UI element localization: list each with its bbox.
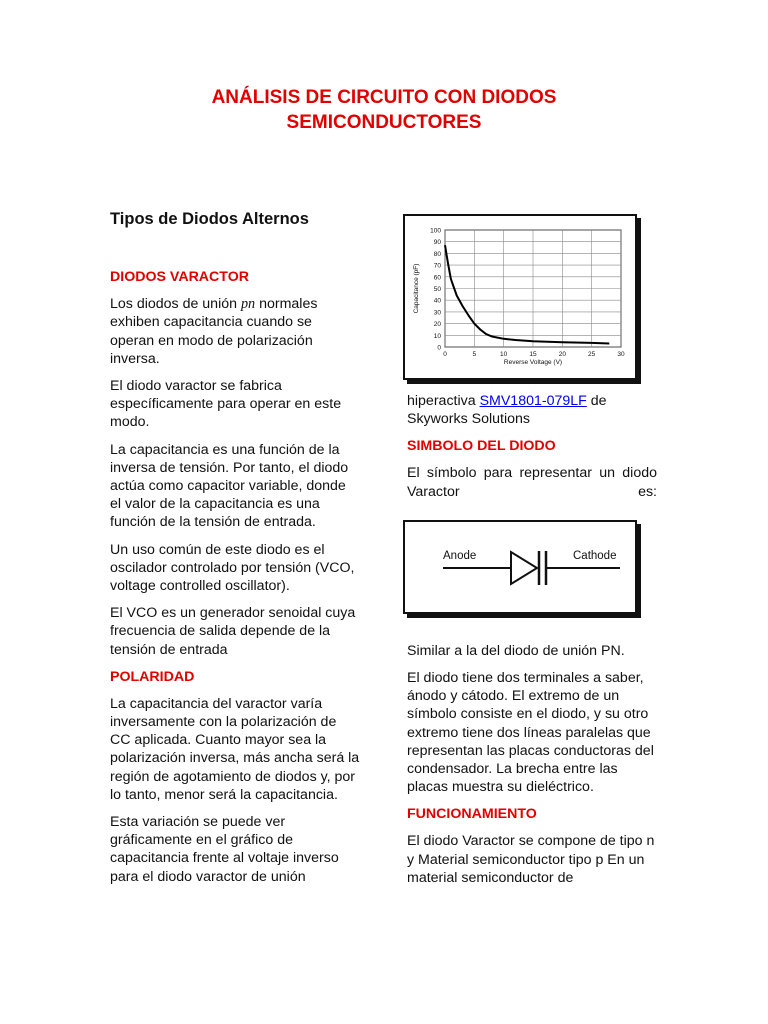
capacitance-chart xyxy=(405,216,635,378)
x-tick-label: 5 xyxy=(472,351,477,358)
paragraph: El diodo varactor se fabrica específicamente para operar en este modo. xyxy=(110,378,342,431)
x-tick-label: 30 xyxy=(617,351,625,358)
y-tick-label: 20 xyxy=(433,321,441,329)
y-tick-label: 30 xyxy=(433,309,441,317)
y-tick-label: 60 xyxy=(433,274,441,282)
x-axis-label: Reverse Voltage (V) xyxy=(503,359,563,366)
paragraph: El diodo tiene dos terminales a saber, ánodo y cátodo. El extremo de un símbolo consiste en el diodo, y su otro extremo tiene dos líneas paralelas que representan las placas conductoras del condensador. La brecha entre las placas muestra su dieléctrico. xyxy=(407,670,654,796)
y-tick-label: 50 xyxy=(433,286,441,293)
paragraph: La capacitancia del varactor varía inversamente con la polarización de CC aplicada. Cuanto mayor sea la polarización inversa, más ancha será la región de agotamiento de diodos y, por lo tanto, menor será la capacitancia. xyxy=(110,695,360,803)
document-title xyxy=(0,85,768,135)
paragraph-pn-b: normales exhiben capacitancia cuando se operan en modo de polarización inversa. xyxy=(110,296,318,367)
paragraph: El diodo Varactor se compone de tipo n y Material semiconductor tipo p En un material semiconductor de xyxy=(407,833,655,886)
heading-simbolo: SIMBOLO DEL DIODO xyxy=(407,438,556,455)
x-tick-label: 0 xyxy=(443,351,447,358)
paragraph: El VCO es un generador senoidal cuya frecuencia de salida depende de la tensión de entrada xyxy=(110,605,356,658)
x-tick-label: 20 xyxy=(558,351,566,358)
subtitle: Tipos de Diodos Alternos xyxy=(110,210,309,228)
paragraph-pn-a: Los diodos de unión xyxy=(110,296,241,313)
title-line-2: SEMICONDUCTORES xyxy=(286,112,482,133)
title-line-1: ANÁLISIS DE CIRCUITO CON DIODOS xyxy=(211,87,557,108)
paragraph: Un uso común de este diodo es el oscilador controlado por tensión (VCO, voltage controlled oscillator). xyxy=(110,541,355,595)
y-tick-label: 70 xyxy=(433,262,441,270)
y-tick-label: 0 xyxy=(437,344,441,352)
varactor-symbol xyxy=(405,522,635,612)
anode-label: Anode xyxy=(443,550,477,562)
y-tick-label: 90 xyxy=(433,239,441,247)
pn-symbol: pn xyxy=(240,296,256,313)
x-tick-label: 15 xyxy=(529,351,537,358)
cathode-label: Cathode xyxy=(573,550,617,562)
part-number-link[interactable]: SMV1801-079LF xyxy=(479,393,587,409)
chart-caption xyxy=(407,392,657,428)
paragraph-simbolo: El símbolo para representar un diodo Varactor es: xyxy=(407,465,657,500)
capacitance-chart-frame xyxy=(403,214,637,380)
diode-triangle xyxy=(511,552,537,584)
caption-text-b: de Skyworks Solutions xyxy=(407,393,607,428)
x-tick-label: 25 xyxy=(588,351,596,358)
paragraph: Esta variación se puede ver gráficamente en el gráfico de capacitancia frente al voltaje inverso para el diodo varactor de unión xyxy=(110,814,339,885)
right-column xyxy=(407,392,657,896)
heading-polaridad: POLARIDAD xyxy=(110,668,195,685)
caption-text-a: hiperactiva xyxy=(407,393,480,409)
y-tick-label: 10 xyxy=(433,332,441,340)
y-tick-label: 80 xyxy=(433,250,441,258)
paragraph: Similar a la del diodo de unión PN. xyxy=(407,642,625,659)
paragraph: La capacitancia es una función de la inversa de tensión. Por tanto, el diodo actúa como capacitor variable, donde el valor de la capacitancia es una función de la tensión de entrada. xyxy=(110,441,349,531)
heading-diodos-varactor: DIODOS VARACTOR xyxy=(110,269,249,286)
heading-funcionamiento: FUNCIONAMIENTO xyxy=(407,806,537,823)
y-tick-label: 100 xyxy=(430,227,441,235)
y-tick-label: 40 xyxy=(433,297,441,305)
varactor-symbol-frame xyxy=(403,520,637,614)
x-tick-label: 10 xyxy=(500,351,508,358)
left-column xyxy=(110,210,360,895)
paragraph-pn xyxy=(110,295,360,368)
y-axis-label: Capacitance (pF) xyxy=(413,263,420,314)
